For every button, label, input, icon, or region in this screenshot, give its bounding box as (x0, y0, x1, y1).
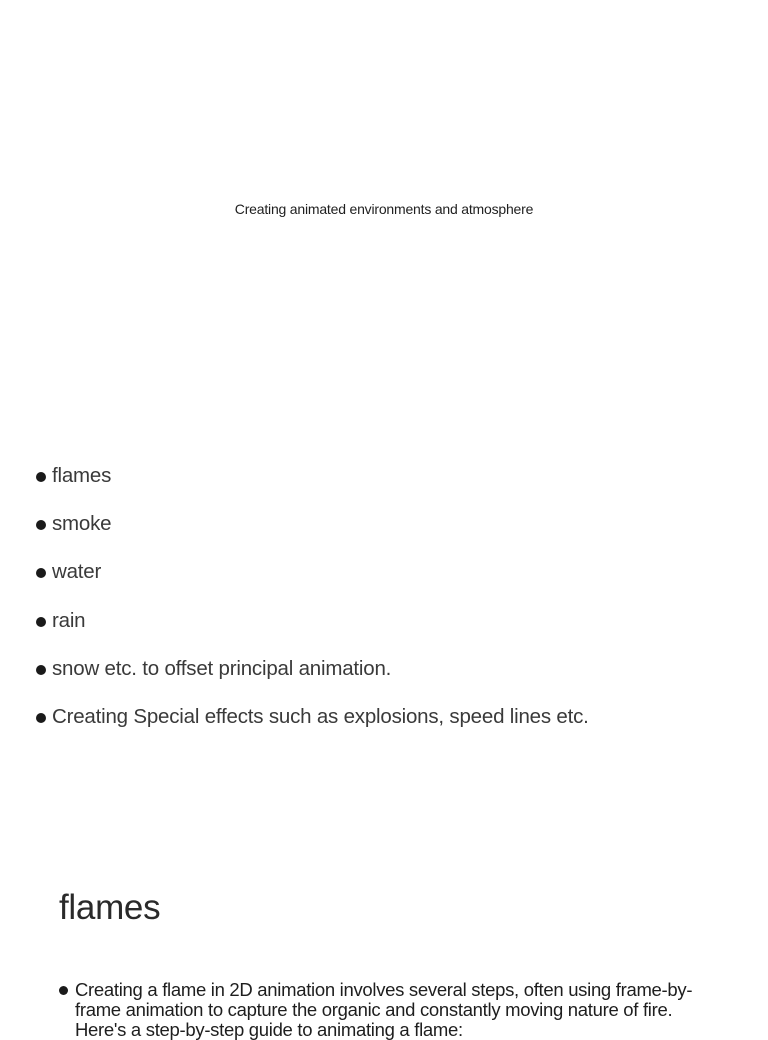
section-heading: flames (59, 888, 161, 927)
list-item-text: water (52, 560, 102, 584)
list-item-text: snow etc. to offset principal animation. (52, 656, 392, 680)
bullet-icon (36, 713, 46, 723)
list-item (36, 703, 756, 751)
list-item (36, 607, 756, 655)
list-item (36, 462, 756, 510)
list-item (59, 980, 709, 1040)
bullet-icon (36, 568, 46, 578)
list-item-text: smoke (52, 512, 112, 536)
bullet-icon (59, 986, 68, 995)
bullet-icon (36, 617, 46, 627)
list-item-text: flames (52, 464, 112, 487)
bullet-icon (36, 665, 46, 675)
bullet-list (36, 462, 756, 751)
list-item (36, 510, 756, 558)
list-item-text: Creating Special effects such as explosions, speed lines etc. (52, 704, 589, 728)
section-bullet-list (59, 980, 709, 1040)
bullet-icon (36, 472, 46, 482)
list-item-text: Creating a flame in 2D animation involves several steps, often using frame-by-frame animation to capture the organic and constantly moving nature of fire. Here's a step-by-step guide to animating a flame: (75, 979, 693, 1040)
bullet-icon (36, 520, 46, 530)
list-item-text: rain (52, 608, 86, 632)
page-title: Creating animated environments and atmosphere (234, 201, 534, 217)
list-item (36, 655, 756, 703)
list-item (36, 558, 756, 606)
